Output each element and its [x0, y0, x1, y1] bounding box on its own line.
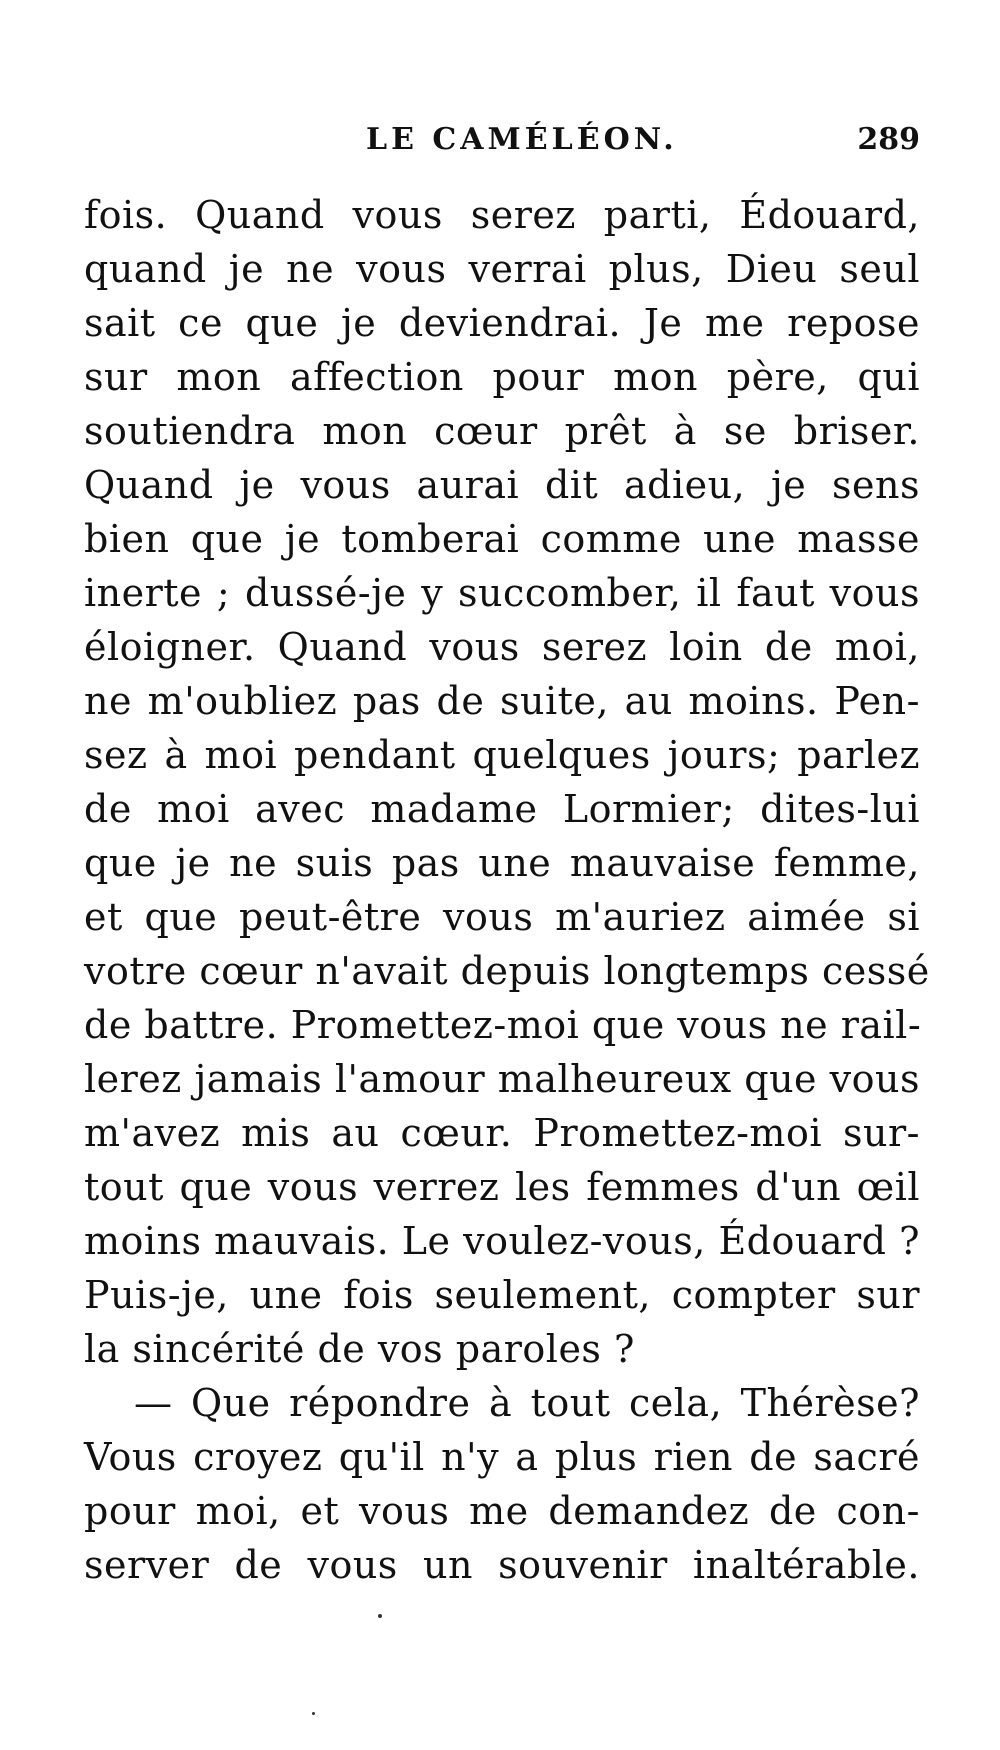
text-line: server de vous un souvenir inaltérable. — [84, 1543, 920, 1587]
scan-speck — [378, 1614, 382, 1618]
text-line: de moi avec madame Lormier; dites-lui — [84, 787, 920, 831]
text-line: bien que je tomberai comme une masse — [84, 517, 920, 561]
text-line: sez à moi pendant quelques jours; parlez — [84, 733, 920, 777]
page-number: 289 — [857, 122, 920, 157]
text-line: sait ce que je deviendrai. Je me repose — [84, 301, 920, 345]
text-line: de battre. Promettez-moi que vous ne rail- — [84, 1003, 922, 1047]
running-head — [84, 122, 920, 162]
text-line: Vous croyez qu'il n'y a plus rien de sacré — [84, 1435, 920, 1479]
text-line: votre cœur n'avait depuis longtemps cessé — [84, 949, 930, 993]
text-line: la sincérité de vos paroles ? — [84, 1327, 635, 1371]
text-line: éloigner. Quand vous serez loin de moi, — [84, 625, 920, 669]
text-line: — Que répondre à tout cela, Thérèse? — [134, 1381, 920, 1425]
text-line: Quand je vous aurai dit adieu, je sens — [84, 463, 920, 507]
scan-speck — [312, 1712, 315, 1715]
text-line: ne m'oubliez pas de suite, au moins. Pen- — [84, 679, 920, 723]
text-line: inerte ; dussé-je y succomber, il faut vous — [84, 571, 920, 615]
text-line: lerez jamais l'amour malheureux que vous — [84, 1057, 920, 1101]
text-line: m'avez mis au cœur. Promettez-moi sur- — [84, 1111, 920, 1155]
text-line: Puis-je, une fois seulement, compter sur — [84, 1273, 920, 1317]
text-line: quand je ne vous verrai plus, Dieu seul — [84, 247, 920, 291]
text-line: pour moi, et vous me demandez de con- — [84, 1489, 920, 1533]
text-line: sur mon affection pour mon père, qui — [84, 355, 920, 399]
text-line: fois. Quand vous serez parti, Édouard, — [84, 193, 920, 237]
body-text — [84, 188, 930, 1592]
text-line: et que peut-être vous m'auriez aimée si — [84, 895, 920, 939]
text-line: moins mauvais. Le voulez-vous, Édouard ? — [84, 1219, 920, 1263]
running-title: LE CAMÉLÉON. — [366, 122, 678, 157]
text-line: tout que vous verrez les femmes d'un œil — [84, 1165, 920, 1209]
text-line: que je ne suis pas une mauvaise femme, — [84, 841, 920, 885]
text-line: soutiendra mon cœur prêt à se briser. — [84, 409, 920, 453]
